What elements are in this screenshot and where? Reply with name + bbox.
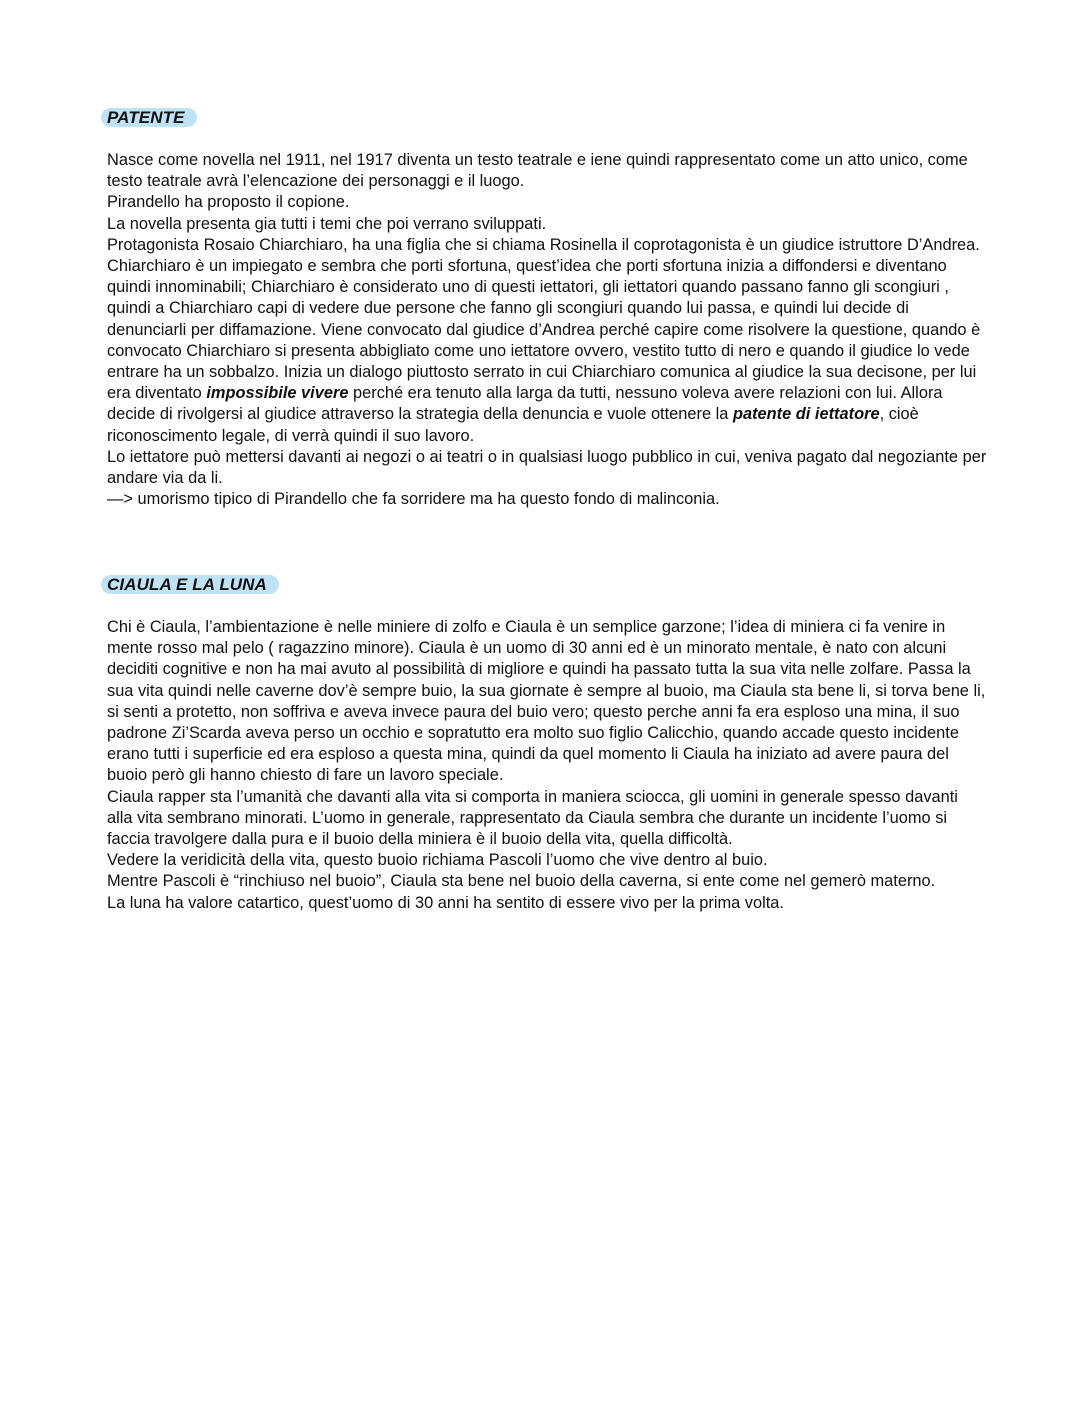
paragraph-arrow-note: —> umorismo tipico di Pirandello che fa sorridere ma ha questo fondo di malinconia. [107, 490, 720, 509]
emphasis-impossibile-vivere: impossibile vivere [206, 384, 349, 403]
paragraph: Chi è Ciaula, l’ambientazione è nelle miniere di zolfo e Ciaula è un semplice garzone; l’idea di miniera ci fa venire in mente rosso mal pelo ( ragazzino minore). Ciaula è un uomo di 30 anni ed è un minorato mentale, è nato con alcuni deciditi cognitive e non ha mai avuto al possibilità di migliore e quindi ha passato tutta la sua vita nelle zolfare. Passa la sua vita quindi nelle caverne dov’è sempre buio, la sua giornate è sempre al buoio, ma Ciaula sta bene li, si torva bene li, si senti a protetto, non soffriva e aveva invece paura del buio vero; questo perche anni fa era esploso una mina, il suo padrone Zi’Scarda aveva perso un occhio e sopratutto era molto suo figlio Calicchio, quando accade questo incidente erano tutti i superficie ed era esploso a questa mina, quindi da quel momento li Ciaula ha iniziato ad avere paura del buoio però gli hanno chiesto di fare un lavoro speciale. [107, 618, 986, 785]
section-heading-patente: PATENTE [101, 108, 197, 127]
paragraph: Mentre Pascoli è “rinchiuso nel buoio”, Ciaula sta bene nel buoio della caverna, si ente come nel gemerò materno. [107, 872, 936, 891]
paragraph: Protagonista Rosaio Chiarchiaro, ha una figlia che si chiama Rosinella il coprotagonista è un giudice istruttore D’Andrea. [107, 235, 980, 254]
paragraph: Ciaula rapper sta l’umanità che davanti alla vita si comporta in maniera sciocca, gli uomini in generale spesso davanti alla vita sembrano minorati. L’uomo in generale, rappresentato da Ciaula sembra che durante un incidente l’uomo si faccia travolgere dalla pura e il buoio della miniera è il buoio della vita, quella difficoltà. [107, 787, 958, 849]
paragraph: La luna ha valore catartico, quest’uomo di 30 anni ha sentito di essere vivo per la prima volta. [107, 893, 784, 912]
paragraph: Vedere la veridicità della vita, questo buoio richiama Pascoli l’uomo che vive dentro al buio. [107, 851, 768, 870]
text-run: , cioè riconoscimento legale, di verrà quindi il suo lavoro. [107, 405, 919, 445]
paragraph: La novella presenta gia tutti i temi che poi verrano sviluppati. [107, 214, 547, 233]
paragraph: Pirandello ha proposto il copione. [107, 193, 350, 212]
paragraph [107, 256, 987, 447]
section-body-patente [107, 150, 987, 510]
paragraph: Lo iettatore può mettersi davanti ai negozi o ai teatri o in qualsiasi luogo pubblico in cui, veniva pagato dal negoziante per andare via da li. [107, 447, 987, 488]
section-body-ciaula [107, 617, 987, 914]
text-run: Chiarchiaro è un impiegato e sembra che porti sfortuna, quest’idea che porti sfortuna inizia a diffondersi e diventano quindi innominabili; Chiarchiaro è considerato uno di questi iettatori, gli iettatori quando passano fanno gli scongiuri , quindi a Chiarchiaro capi di vedere due persone che fanno gli scongiuri quando lui passa, e quindi lui decide di denunciarli per diffamazione. Viene convocato dal giudice d’Andrea perché capire come risolvere la questione, quando è convocato Chiarchiaro si presenta abbigliato come uno iettatore ovvero, vestito tutto di nero e quando il giudice lo vede entrare ha un sobbalzo. Inizia un dialogo piuttosto serrato in cui Chiarchiaro comunica al giudice la sua decisone, per lui era diventato [107, 257, 981, 403]
section-heading-ciaula-e-la-luna: CIAULA E LA LUNA [101, 575, 279, 594]
paragraph: Nasce come novella nel 1911, nel 1917 diventa un testo teatrale e iene quindi rappresentato come un atto unico, come testo teatrale avrà l’elencazione dei personaggi e il luogo. [107, 151, 968, 191]
emphasis-patente-di-iettatore: patente di iettatore [732, 405, 880, 424]
text-run: perché era tenuto alla larga da tutti, nessuno voleva avere relazioni con lui. Allora decide di rivolgersi al giudice attraverso la strategia della denuncia e vuole ottenere la [107, 384, 943, 424]
